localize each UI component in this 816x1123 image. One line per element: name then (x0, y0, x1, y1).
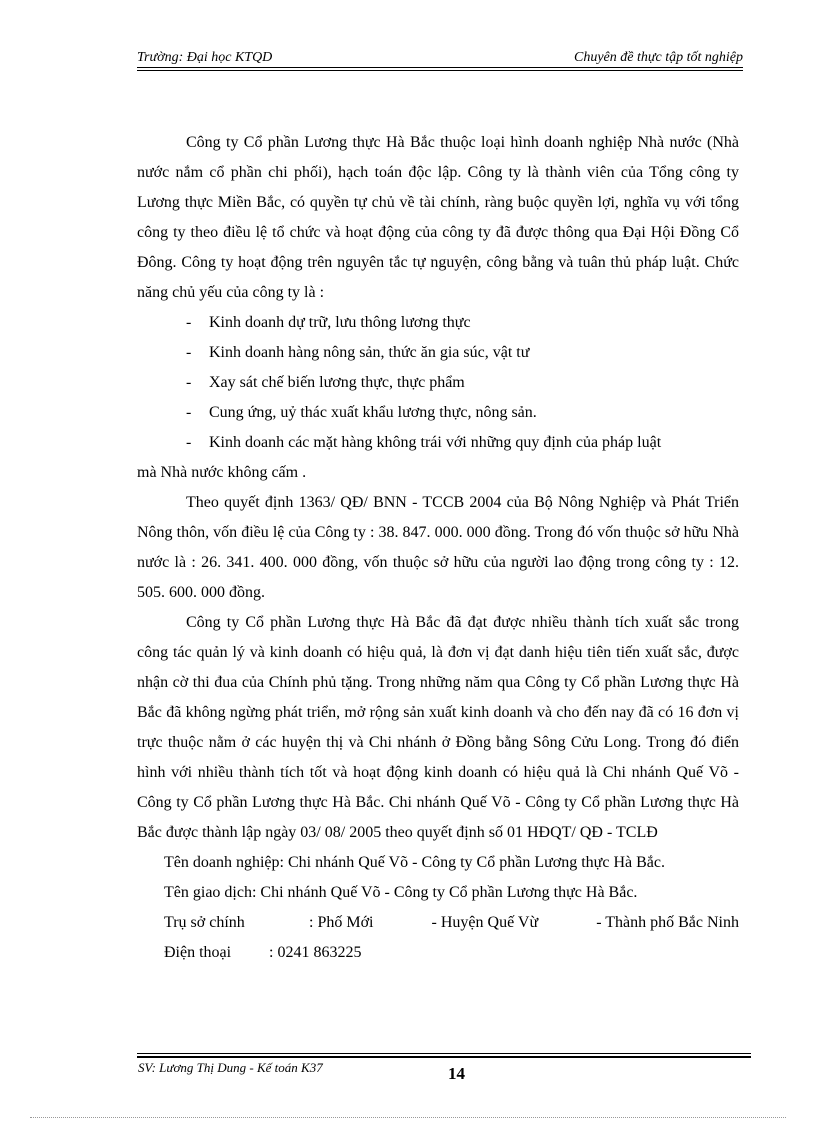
footer-rule-thin (137, 1053, 751, 1054)
bullet-item: - Kinh doanh hàng nông sản, thức ăn gia súc, vật tư (137, 338, 739, 368)
footer-student: SV: Lương Thị Dung - Kế toán K37 (138, 1060, 323, 1075)
bullet-item: - Xay sát chế biến lương thực, thực phẩm (137, 368, 739, 398)
phone-value: : 0241 863225 (269, 944, 362, 961)
bullet-item: - Kinh doanh dự trữ, lưu thông lương thực (137, 308, 739, 338)
page-number: 14 (448, 1064, 465, 1083)
bullet-dash: - (186, 314, 192, 331)
header-rule-thin (137, 70, 743, 71)
hq-value: : Phố Mới - Huyện Quế Vừ - Thành phố Bắc Ninh (309, 914, 739, 931)
company-trade-line: Tên giao dịch: Chi nhánh Quế Võ - Công ty Cổ phần Lương thực Hà Bắc. (164, 884, 638, 901)
bullet-item: - Cung ứng, uỷ thác xuất khẩu lương thực, nông sản. (137, 398, 739, 428)
bullet-continuation: mà Nhà nước không cấm . (137, 464, 307, 481)
paragraph-intro: Công ty Cổ phần Lương thực Hà Bắc thuộc loại hình doanh nghiệp Nhà nước (Nhà nước nắm cổ phần chi phối), hạch toán độc lập. Công ty là thành viên của Tổng công ty Lương thực Miền Bắc, có quyền tự chủ về tài chính, ràng buộc quyền lợi, nghĩa vụ với tổng công ty theo điều lệ tổ chức và hoạt động của công ty đã được thông qua Đại Hội Đồng Cổ Đông. Công ty hoạt động trên nguyên tắc tự nguyện, công bằng và tuân thủ pháp luật. Chức năng chủ yếu của công ty là : (137, 134, 739, 301)
bullet-dash: - (186, 434, 192, 451)
bullet-item: - Kinh doanh các mặt hàng không trái với những quy định của pháp luật (137, 428, 739, 458)
header-school: Trường: Đại học KTQD (137, 50, 273, 65)
page-bottom-border (30, 1117, 786, 1118)
header-rule (137, 67, 743, 68)
hq-label: Trụ sở chính (164, 914, 245, 931)
bullet-dash: - (186, 404, 192, 421)
phone-label: Điện thoại (164, 944, 232, 961)
company-name-line: Tên doanh nghiệp: Chi nhánh Quế Võ - Công ty Cổ phần Lương thực Hà Bắc. (164, 854, 665, 871)
paragraph-achievements: Công ty Cổ phần Lương thực Hà Bắc đã đạt được nhiều thành tích xuất sắc trong công tác quản lý và kinh doanh có hiệu quả, là đơn vị đạt danh hiệu tiên tiến xuất sắc, được nhận cờ thi đua của Chính phủ tặng. Trong những năm qua Công ty Cổ phần Lương thực Hà Bắc đã không ngừng phát triển, mở rộng sản xuất kinh doanh và cho đến nay đã có 16 đơn vị trực thuộc nằm ở các huyện thị và Chi nhánh ở Đồng bằng Sông Cửu Long. Trong đó điển hình với nhiều thành tích tốt và hoạt động kinh doanh có hiệu quả là Chi nhánh Quế Võ - Công ty Cổ phần Lương thực Hà Bắc. Chi nhánh Quế Võ - Công ty Cổ phần Lương thực Hà Bắc được thành lập ngày 03/ 08/ 2005 theo quyết định số 01 HĐQT/ QĐ - TCLĐ (137, 614, 739, 841)
company-hq-line (137, 908, 739, 938)
company-phone-line (137, 938, 739, 968)
footer-rule (137, 1056, 751, 1058)
paragraph-capital: Theo quyết định 1363/ QĐ/ BNN - TCCB 2004 của Bộ Nông Nghiệp và Phát Triển Nông thôn, vốn điều lệ của Công ty : 38. 847. 000. 000 đồng. Trong đó vốn thuộc sở hữu Nhà nước là : 26. 341. 400. 000 đồng, vốn thuộc sở hữu của người lao động trong công ty : 12. 505. 600. 000 đồng. (137, 494, 739, 601)
bullet-dash: - (186, 344, 192, 361)
bullet-dash: - (186, 374, 192, 391)
document-body (137, 128, 739, 968)
header-title: Chuyên đề thực tập tốt nghiệp (574, 50, 743, 65)
